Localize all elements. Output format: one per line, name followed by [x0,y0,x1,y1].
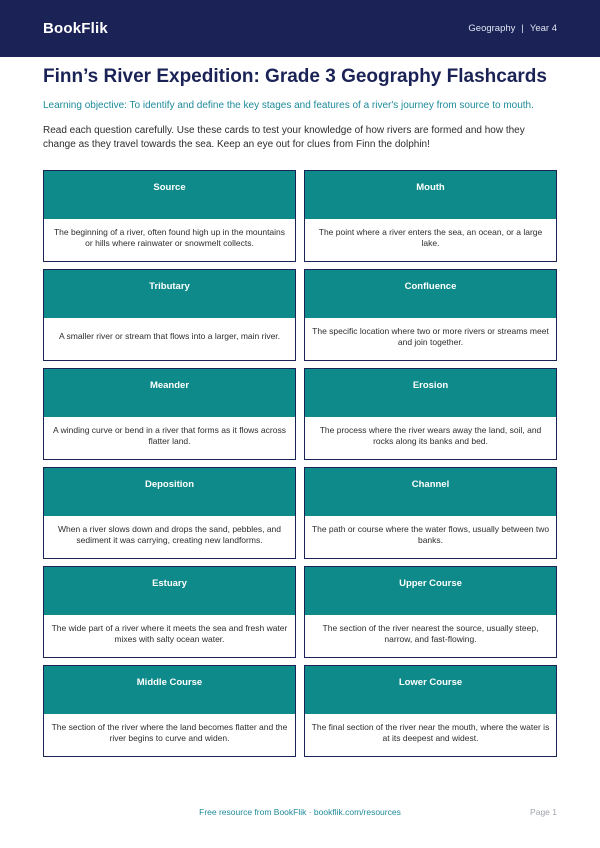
flashcard-definition: When a river slows down and drops the sand, pebbles, and sediment it was carrying, creating new landforms. [44,516,295,558]
flashcard-term: Middle Course [44,666,295,714]
page-header [0,0,600,57]
flashcard-term: Upper Course [305,567,556,615]
flashcard[interactable] [43,467,296,559]
flashcard-definition: A winding curve or bend in a river that forms as it flows across flatter land. [44,417,295,459]
flashcard[interactable] [43,368,296,460]
flashcard-definition: The section of the river nearest the source, usually steep, narrow, and fast-flowing. [305,615,556,657]
meta-separator: | [521,23,524,34]
flashcard-definition: The specific location where two or more rivers or streams meet and join together. [305,318,556,360]
flashcard-term: Channel [305,468,556,516]
flashcard[interactable] [304,269,557,361]
flashcard-term: Lower Course [305,666,556,714]
flashcard-definition: The process where the river wears away the land, soil, and rocks along its banks and bed. [305,417,556,459]
page-number: Page 1 [530,807,557,817]
flashcard-term: Erosion [305,369,556,417]
flashcard[interactable] [304,566,557,658]
flashcard-definition: The beginning of a river, often found high up in the mountains or hills where rainwater or snowmelt collects. [44,219,295,261]
footer-resource-link[interactable]: Free resource from BookFlik · bookflik.com/resources [199,807,401,817]
flashcard-term: Confluence [305,270,556,318]
flashcard-term: Mouth [305,171,556,219]
flashcard[interactable] [43,665,296,757]
flashcard[interactable] [304,368,557,460]
flashcard-definition: The point where a river enters the sea, an ocean, or a large lake. [305,219,556,261]
flashcard-definition: The section of the river where the land becomes flatter and the river begins to curve and widen. [44,714,295,756]
flashcard[interactable] [43,566,296,658]
flashcard-definition: The wide part of a river where it meets the sea and fresh water mixes with salty ocean water. [44,615,295,657]
brand-logo-text[interactable]: BookFlik [43,20,108,37]
year-label: Year 4 [529,23,557,34]
flashcard-grid [43,170,557,757]
learning-objective: Learning objective: To identify and define the key stages and features of a river's journey from source to mouth. [43,100,534,111]
flashcard-term: Deposition [44,468,295,516]
intro-paragraph: Read each question carefully. Use these cards to test your knowledge of how rivers are formed and how they change as they travel towards the sea. Keep an eye out for clues from Finn the dolphin! [43,125,525,150]
flashcard-term: Meander [44,369,295,417]
flashcard-term: Source [44,171,295,219]
flashcard-definition: The final section of the river near the mouth, where the water is at its deepest and widest. [305,714,556,756]
subject-label: Geography [468,23,516,34]
flashcard-definition: The path or course where the water flows, usually between two banks. [305,516,556,558]
header-meta [468,23,557,34]
flashcard[interactable] [304,665,557,757]
flashcard-definition: A smaller river or stream that flows into a larger, main river. [44,318,295,360]
flashcard[interactable] [304,170,557,262]
flashcard-term: Tributary [44,270,295,318]
flashcard-term: Estuary [44,567,295,615]
flashcard[interactable] [304,467,557,559]
flashcard[interactable] [43,269,296,361]
flashcard[interactable] [43,170,296,262]
page-title: Finn’s River Expedition: Grade 3 Geography Flashcards [43,66,547,87]
